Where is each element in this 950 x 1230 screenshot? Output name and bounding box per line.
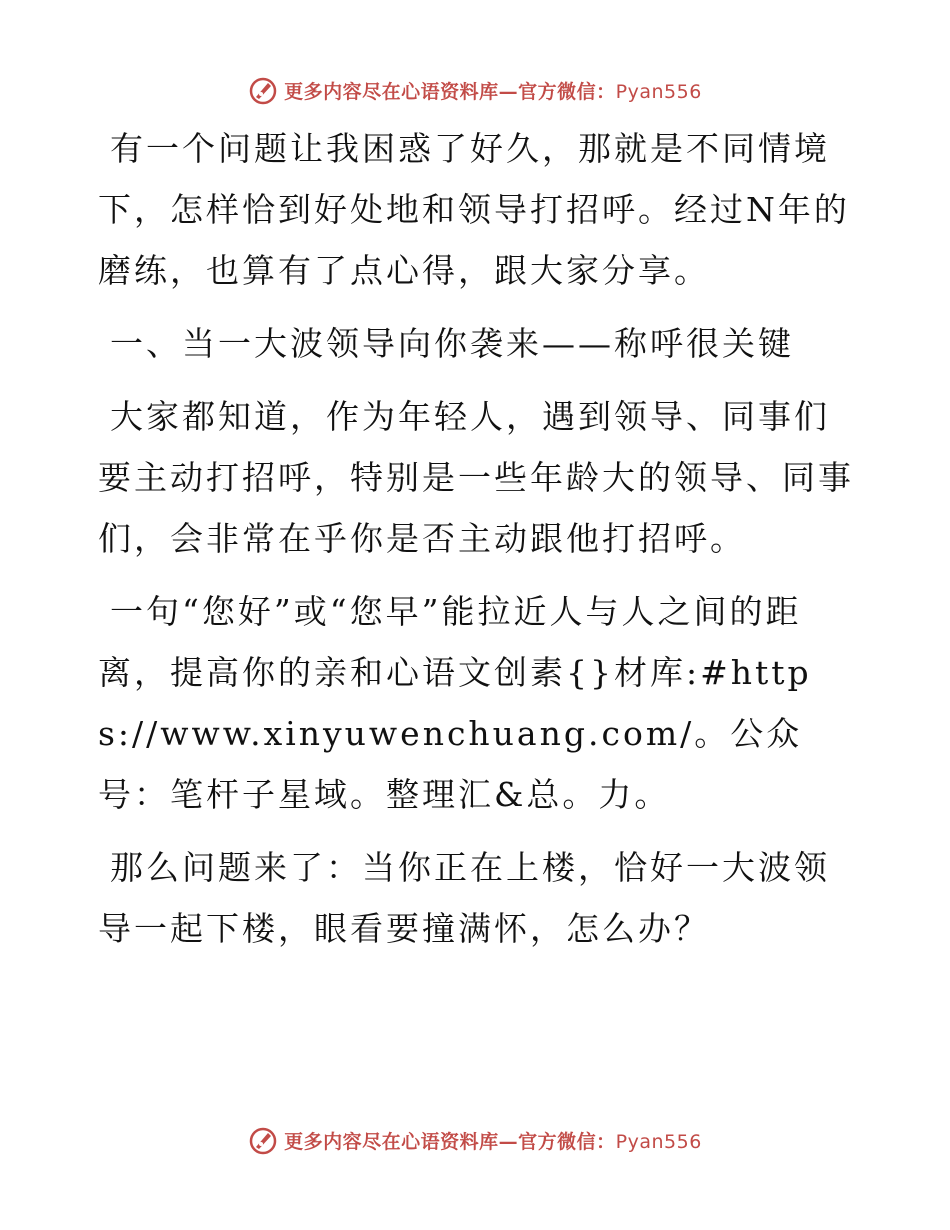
watermark-handle: Pyan556 (615, 1130, 702, 1153)
paragraph-distance: 一句“您好”或“您早”能拉近人与人之间的距离，提高你的亲和心语文创素{}材库:#https://www.xinyuwenchuang.com/。公众号：笔杆子星域。整理汇&总。力。 (98, 592, 812, 814)
pen-logo-icon (248, 1125, 278, 1155)
pen-logo-icon (248, 75, 278, 105)
watermark-text: 更多内容尽在心语资料库—官方微信：Pyan556 (284, 1130, 702, 1153)
paragraph-intro: 有一个问题让我困惑了好久，那就是不同情境下，怎样恰到好处地和领导打招呼。经过N年的磨练，也算有了点心得，跟大家分享。 (98, 129, 850, 290)
paragraph-greeting: 大家都知道，作为年轻人，遇到领导、同事们要主动打招呼，特别是一些年龄大的领导、同事们，会非常在乎你是否主动跟他打招呼。 (98, 397, 854, 558)
document-body (98, 118, 858, 971)
watermark-handle: Pyan556 (615, 80, 702, 103)
footer-watermark (0, 1120, 950, 1160)
watermark-text: 更多内容尽在心语资料库—官方微信：Pyan556 (284, 80, 702, 103)
section-heading: 一、当一大波领导向你袭来——称呼很关键 (110, 324, 794, 363)
paragraph-question: 那么问题来了：当你正在上楼，恰好一大波领导一起下楼，眼看要撞满怀，怎么办？ (98, 848, 830, 948)
header-watermark (0, 70, 950, 110)
